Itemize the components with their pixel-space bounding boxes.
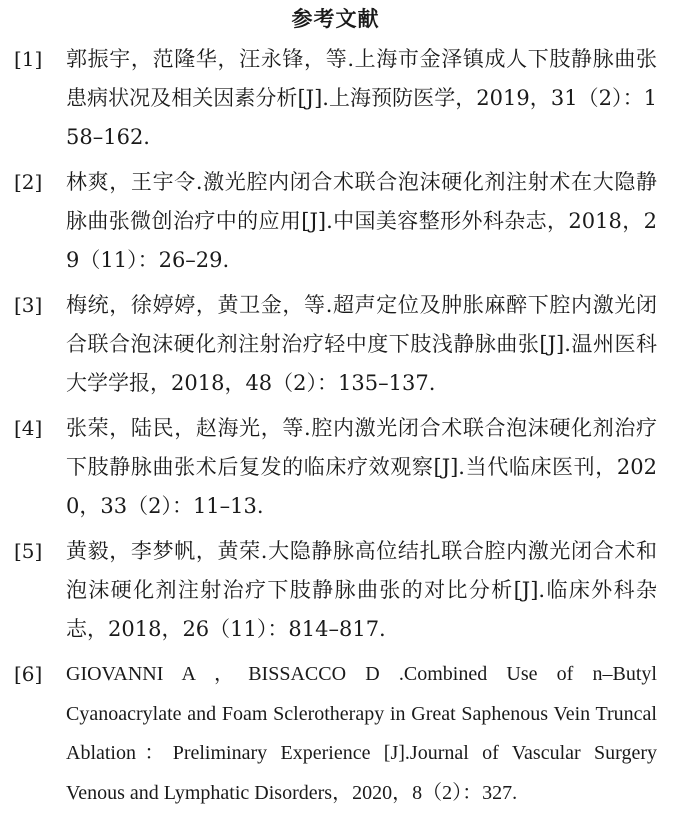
reference-text: 梅统，徐婷婷，黄卫金，等.超声定位及肿胀麻醉下腔内激光闭合联合泡沫硬化剂注射治疗轻中度下肢浅静脉曲张[J].温州医科大学学报，2018，48（2）：135–137. <box>66 293 657 395</box>
reference-text: GIOVANNI A ，BISSACCO D .Combined Use of n–Butyl Cyanoacrylate and Foam Sclerotherapy in Great Saphenous Vein Truncal Ablation：Preliminary Experience [J].Journal of Vascular Surgery Venous and Lymphatic Disorders，2020，8（2）：327. <box>66 663 657 804</box>
reference-item <box>14 655 657 813</box>
reference-item <box>14 163 657 280</box>
reference-list <box>14 40 657 813</box>
reference-number: [5] <box>14 539 43 563</box>
reference-text: 郭振宇，范隆华，汪永锋，等.上海市金泽镇成人下肢静脉曲张患病状况及相关因素分析[J].上海预防医学，2019，31（2）：158–162. <box>66 47 657 149</box>
reference-text: 黄毅，李梦帆，黄荣.大隐静脉高位结扎联合腔内激光闭合术和泡沫硬化剂注射治疗下肢静脉曲张的对比分析[J].临床外科杂志，2018，26（11）：814–817. <box>66 539 657 641</box>
reference-number: [2] <box>14 170 43 194</box>
reference-number: [3] <box>14 293 43 317</box>
reference-item <box>14 286 657 403</box>
reference-item <box>14 40 657 157</box>
reference-item <box>14 532 657 649</box>
reference-number: [6] <box>14 662 43 686</box>
reference-item <box>14 409 657 526</box>
section-title: 参考文献 <box>291 6 380 31</box>
reference-number: [4] <box>14 416 43 440</box>
reference-number: [1] <box>14 47 43 71</box>
reference-text: 张荣，陆民，赵海光，等.腔内激光闭合术联合泡沫硬化剂治疗下肢静脉曲张术后复发的临床疗效观察[J].当代临床医刊，2020，33（2）：11–13. <box>66 416 657 518</box>
reference-text: 林爽，王宇令.激光腔内闭合术联合泡沫硬化剂注射术在大隐静脉曲张微创治疗中的应用[J].中国美容整形外科杂志，2018，29（11）：26–29. <box>66 170 657 272</box>
